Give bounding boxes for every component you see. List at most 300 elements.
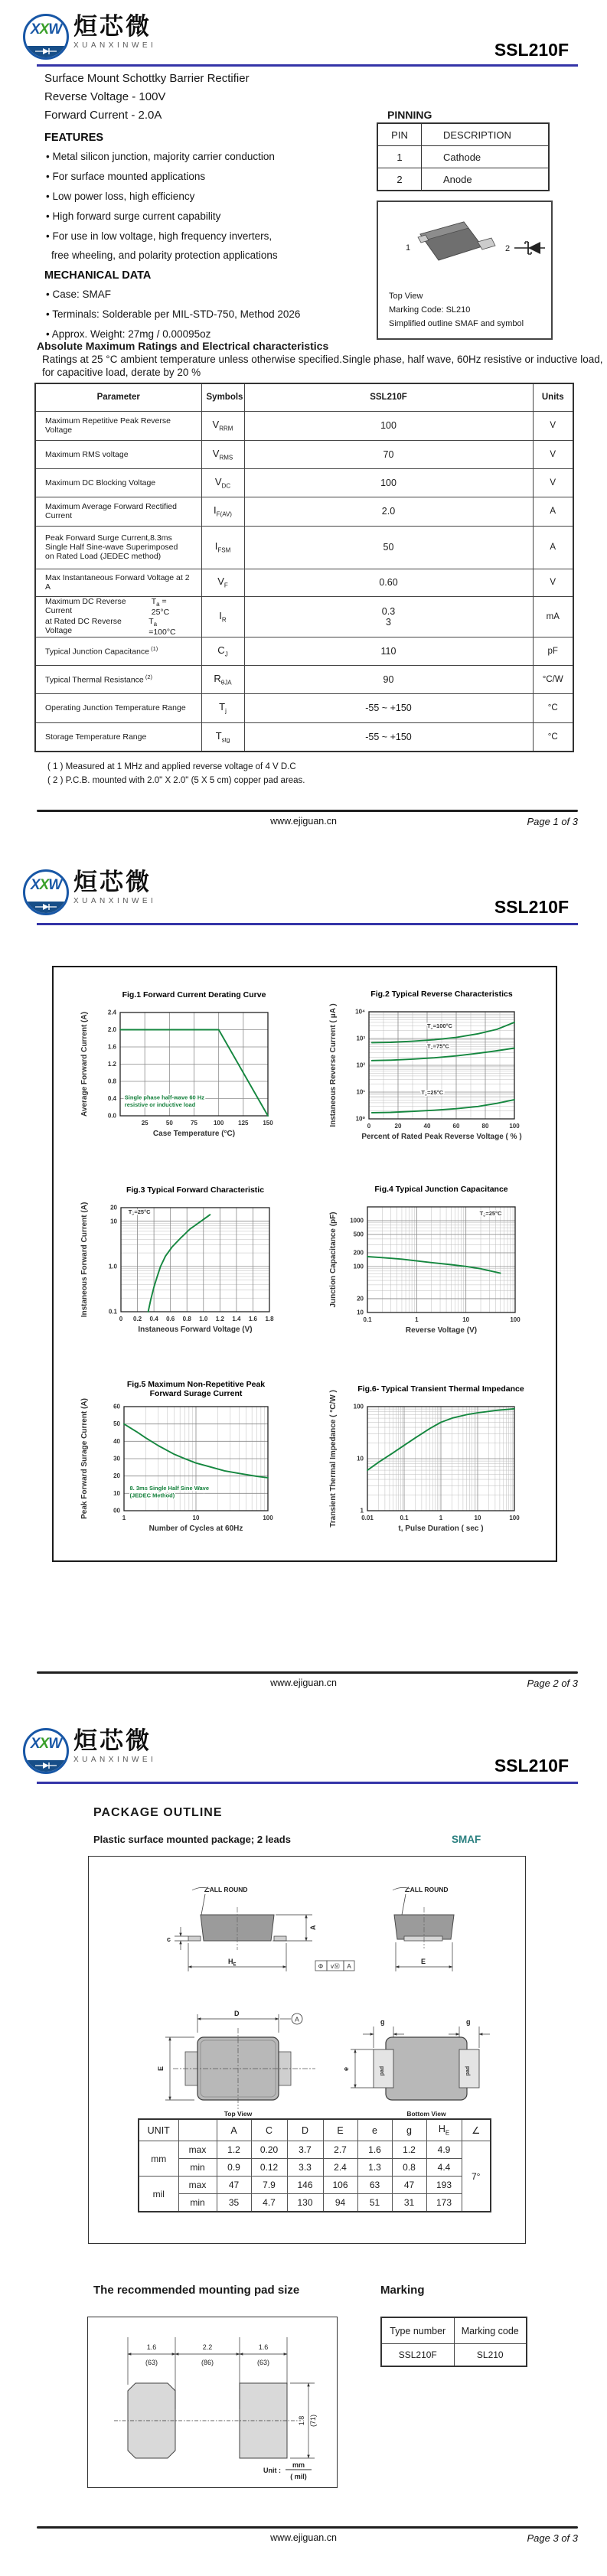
dim-header-cell: UNIT	[139, 2119, 178, 2141]
value-cell	[244, 637, 533, 665]
footer-page-number: Page 1 of 3	[527, 816, 578, 827]
svg-text:0.8: 0.8	[182, 1316, 191, 1322]
symbol-cell: $R_{\theta JA}$	[201, 665, 244, 693]
symbol-cell: $I_R$	[201, 596, 244, 637]
pinning-table	[377, 122, 550, 191]
svg-text:1.0: 1.0	[108, 1263, 117, 1270]
dim-a-label: A	[309, 1925, 317, 1930]
svg-text:Percent of Rated Peak Reverse: Percent of Rated Peak Reverse Voltage ( % )	[361, 1133, 522, 1141]
svg-text:1: 1	[439, 1515, 443, 1521]
value-cell	[244, 526, 533, 569]
chart-fig6-thermal-impedance	[325, 1372, 543, 1547]
unit-numerator: mm	[292, 2461, 305, 2469]
value-line: -55 ~ +150	[365, 731, 412, 742]
svg-text:TJ​=25°C: $T_J=25^\circ C$	[421, 1088, 444, 1097]
parameter-line: Max Instantaneous Forward Voltage at 2 A	[45, 573, 190, 592]
package-name: SMAF	[452, 1834, 481, 1845]
dim-value-cell: 7.9	[251, 2177, 287, 2194]
value-line: 0.3	[381, 605, 396, 617]
svg-text:0.1: 0.1	[108, 1308, 117, 1316]
svg-text:Number of Cycles at 60Hz: Number of Cycles at 60Hz	[148, 1524, 243, 1533]
pinning-cell: 2	[377, 168, 422, 191]
unit-cell: °C	[533, 693, 573, 722]
pinning-cell: Anode	[422, 168, 550, 191]
svg-text:100: 100	[263, 1515, 273, 1521]
marking-table	[380, 2317, 527, 2367]
table-row	[35, 468, 573, 497]
svg-text:0.1: 0.1	[400, 1515, 409, 1521]
parameter-cell	[35, 569, 201, 596]
note-line: ( 1 ) Measured at 1 MHz and applied reverse voltage of 4 V D.C	[47, 762, 296, 771]
table-row	[377, 123, 549, 146]
pad-height-mil: (71)	[309, 2414, 317, 2428]
dim-value-cell: 0.20	[251, 2141, 287, 2159]
pinning-cell: 1	[377, 146, 422, 168]
features-list	[46, 147, 367, 264]
pkg-caption-line: Simplified outline SMAF and symbol	[389, 319, 524, 328]
parameter-line: Typical Junction Capacitance $^{(1)}$	[45, 645, 158, 657]
pinning-title: PINNING	[387, 109, 432, 121]
dim-value-cell: 31	[392, 2194, 426, 2212]
logo-circle-icon	[23, 1728, 69, 1774]
svg-text:1: 1	[415, 1316, 419, 1323]
top-view-caption: Top View	[224, 2110, 253, 2118]
mounting-pad-title: The recommended mounting pad size	[93, 2284, 300, 2297]
dim-unit-cell: mil	[139, 2177, 178, 2212]
svg-text:10¹: 10¹	[356, 1088, 365, 1096]
pinning-header-cell: PIN	[377, 123, 422, 146]
unit-cell: V	[533, 468, 573, 497]
parameter-line: Maximum RMS voltage	[45, 449, 129, 459]
dim-value-cell: 4.9	[426, 2141, 462, 2159]
logo-letter: X	[30, 877, 40, 893]
svg-text:0.4: 0.4	[149, 1316, 158, 1322]
footer-site: www.ejiguan.cn	[270, 1678, 337, 1688]
description-line: Reverse Voltage - 100V	[44, 90, 166, 103]
unit-cell: A	[533, 497, 573, 526]
svg-text:150: 150	[263, 1120, 273, 1127]
dim-value-cell: 146	[287, 2177, 323, 2194]
package-outline-subtitle: Plastic surface mounted package; 2 leads	[93, 1834, 291, 1845]
svg-text:30: 30	[113, 1455, 120, 1462]
svg-text:0.2: 0.2	[132, 1316, 142, 1322]
diode-symbol-icon	[34, 1762, 57, 1769]
dim-value-cell: 173	[426, 2194, 462, 2212]
table-row	[139, 2177, 491, 2194]
logo-circle-icon	[23, 14, 69, 60]
table-row	[139, 2141, 491, 2159]
ratings-title: Absolute Maximum Ratings and Electrical characteristics	[37, 340, 329, 352]
dim-he-sub: E	[233, 1962, 237, 1968]
svg-text:125: 125	[238, 1120, 249, 1127]
table-row	[35, 665, 573, 693]
diode-symbol-icon	[34, 47, 57, 55]
footer-rule	[37, 810, 578, 812]
dim-he-label	[228, 1958, 237, 1968]
value-line: 0.60	[379, 577, 398, 588]
value-cell	[244, 596, 533, 637]
unit-cell: V	[533, 569, 573, 596]
package-view-box	[377, 201, 553, 340]
brand-name-en: XUANXINWEI	[73, 1756, 157, 1764]
brand-logo	[23, 1728, 156, 1774]
ratings-header-cell: Parameter	[35, 383, 201, 411]
svg-text:10⁴: 10⁴	[355, 1008, 365, 1016]
svg-text:200: 200	[353, 1249, 364, 1257]
pad-label: pad	[380, 2066, 385, 2076]
svg-text:1: 1	[122, 1515, 126, 1521]
value-line: 70	[383, 448, 394, 460]
svg-text:(JEDEC Method): (JEDEC Method)	[129, 1492, 175, 1499]
dim-header-cell	[178, 2119, 217, 2141]
svg-text:40: 40	[113, 1437, 120, 1445]
svg-text:Case Temperature (°C): Case Temperature (°C)	[152, 1130, 236, 1138]
svg-text:2.0: 2.0	[107, 1026, 116, 1033]
svg-text:0: 0	[367, 1123, 371, 1130]
svg-text:0.01: 0.01	[361, 1515, 374, 1521]
mounting-pad-box	[87, 2317, 338, 2488]
unit-cell: V	[533, 440, 573, 468]
parameter-line: Single Half Sine-wave Superimposed	[45, 543, 178, 552]
value-cell	[244, 497, 533, 526]
symbol-cell: $V_{RMS}$	[201, 440, 244, 468]
table-row	[35, 722, 573, 752]
svg-text:0.1: 0.1	[363, 1316, 372, 1323]
parameter-line: Operating Junction Temperature Range	[45, 703, 186, 713]
ratings-table	[34, 383, 574, 752]
pinning-cell: Cathode	[422, 146, 550, 168]
svg-text:8. 3ms Single Half Sine Wave: 8. 3ms Single Half Sine Wave	[129, 1484, 210, 1492]
unit-denominator: ( mil)	[290, 2473, 307, 2480]
marking-header-cell: Marking code	[454, 2317, 527, 2344]
dim-value-cell: 0.9	[217, 2159, 251, 2177]
unit-cell: mA	[533, 596, 573, 637]
dim-value-cell: 0.8	[392, 2159, 426, 2177]
symbol-cell: $T_{stg}$	[201, 722, 244, 752]
svg-text:40: 40	[423, 1123, 431, 1130]
value-line: 100	[380, 420, 397, 431]
all-round-label: ∠ALL ROUND	[404, 1886, 449, 1893]
footer-page-number: Page 2 of 3	[527, 1678, 578, 1689]
parameter-line: on Rated Load (JEDEC method)	[45, 552, 162, 561]
svg-text:100: 100	[213, 1120, 224, 1127]
page-title: SSL210F	[494, 1756, 569, 1775]
dim-g-label: g	[380, 2018, 385, 2026]
dim-value-cell: 63	[357, 2177, 392, 2194]
svg-text:100: 100	[353, 1403, 364, 1410]
pad-dim-mil: (63)	[145, 2359, 158, 2366]
logo-diode-band	[25, 902, 67, 913]
symbol-cell: $I_{F(AV)}$	[201, 497, 244, 526]
table-row	[35, 693, 573, 722]
parameter-cell	[35, 693, 201, 722]
logo-letter: W	[48, 1736, 62, 1752]
svg-text:resistive or inductive load: resistive or inductive load	[124, 1101, 196, 1108]
value-cell	[244, 665, 533, 693]
parameter-cell	[35, 468, 201, 497]
chart-fig2-reverse-characteristics	[325, 982, 543, 1153]
pad-dim-mm: 2.2	[202, 2343, 213, 2351]
dim-value-cell: 94	[323, 2194, 357, 2212]
dim-value-cell: 4.7	[251, 2194, 287, 2212]
table-row	[139, 2119, 491, 2141]
value-line: 100	[380, 477, 397, 488]
svg-text:100: 100	[510, 1316, 521, 1323]
svg-text:Instaneous Reverse Current ( μ: Instaneous Reverse Current ( μA )	[329, 1003, 338, 1127]
parameter-cell	[35, 411, 201, 440]
svg-text:Fig.1 Forward Current Deratin: Fig.1 Forward Current Derating Curve	[122, 990, 266, 999]
dim-value-cell: 35	[217, 2194, 251, 2212]
bottom-view-caption: Bottom View	[406, 2110, 446, 2118]
svg-text:1000: 1000	[350, 1217, 364, 1224]
schottky-symbol-icon	[514, 242, 545, 254]
unit-cell: °C/W	[533, 665, 573, 693]
dim-header-cell: A	[217, 2119, 251, 2141]
logo-letter: X	[39, 21, 49, 37]
unit-legend	[263, 2461, 312, 2480]
ratings-subtitle: for capacitive load, derate by 20 %	[42, 367, 201, 378]
dim-value-cell: 2.7	[323, 2141, 357, 2159]
dim-bound-cell: min	[178, 2194, 217, 2212]
svg-text:Transient Thermal Impedance (: Transient Thermal Impedance ( °C/W )	[329, 1390, 338, 1528]
footer-page-number: Page 3 of 3	[527, 2532, 578, 2544]
dim-value-cell: 106	[323, 2177, 357, 2194]
ratings-notes	[47, 760, 305, 787]
svg-text:10: 10	[192, 1515, 200, 1521]
chart-fig4-junction-capacitance	[325, 1177, 543, 1345]
value-cell	[244, 693, 533, 722]
package-outline-title: PACKAGE OUTLINE	[93, 1806, 223, 1819]
dim-he-base: H	[228, 1958, 233, 1965]
footer-rule	[37, 1671, 578, 1674]
pad-dim-mil: (63)	[256, 2359, 270, 2366]
table-row	[35, 526, 573, 569]
ratings-header-cell: Units	[533, 383, 573, 411]
svg-text:TJ​=25°C: $T_J=25^\circ C$	[479, 1210, 502, 1218]
marking-header-cell: Type number	[381, 2317, 454, 2344]
logo-letter: X	[30, 1736, 40, 1752]
svg-text:t, Pulse Duration ( sec ): t, Pulse Duration ( sec )	[398, 1524, 484, 1533]
svg-text:20: 20	[110, 1204, 117, 1211]
svg-text:1.2: 1.2	[215, 1316, 224, 1322]
svg-text:1.6: 1.6	[107, 1043, 116, 1051]
dim-header-cell: ∠	[462, 2119, 491, 2141]
table-row	[35, 411, 573, 440]
symbol-cell: $V_{DC}$	[201, 468, 244, 497]
dim-header-cell: E	[323, 2119, 357, 2141]
unit-cell: V	[533, 411, 573, 440]
logo-letter: X	[30, 21, 40, 37]
value-line: 110	[380, 645, 397, 657]
ratings-subtitle: Ratings at 25 °C ambient temperature unless otherwise specified.Single phase, half wave, 60Hz resistive or inductive load,	[42, 354, 603, 365]
value-line: 3	[386, 616, 391, 628]
pkg-caption-line: Top View	[389, 292, 423, 301]
pad-label: pad	[465, 2066, 471, 2076]
parameter-line: Maximum DC Reverse Current $T_a = 25^\circ C$	[45, 596, 170, 617]
logo-letter: W	[48, 877, 62, 893]
mechanical-data-list	[46, 285, 367, 344]
symbol-cell: $C_J$	[201, 637, 244, 665]
dimension-table	[138, 2118, 491, 2212]
svg-text:Fig.3 Typical Forward Charact: Fig.3 Typical Forward Characteristic	[126, 1185, 265, 1195]
svg-text:20: 20	[394, 1123, 402, 1130]
svg-text:Average Forward Current (A): Average Forward Current (A)	[80, 1012, 89, 1117]
value-line: 90	[383, 673, 394, 685]
svg-text:TJ​=25°C: $T_J=25^\circ C$	[128, 1208, 151, 1217]
svg-text:00: 00	[113, 1507, 120, 1515]
table-row	[381, 2344, 527, 2367]
value-cell	[244, 569, 533, 596]
svg-text:80: 80	[481, 1123, 489, 1130]
dim-value-cell: 47	[217, 2177, 251, 2194]
dim-value-cell: 3.7	[287, 2141, 323, 2159]
table-row	[35, 440, 573, 468]
fcf-cell: Φ	[318, 1963, 324, 1970]
chart-fig5-surge-current	[77, 1372, 291, 1547]
svg-text:10: 10	[113, 1489, 120, 1497]
svg-text:1.2: 1.2	[107, 1061, 116, 1068]
table-row	[35, 383, 573, 411]
svg-text:Forward Surage Current: Forward Surage Current	[149, 1389, 243, 1398]
brand-logo	[23, 14, 156, 60]
ratings-header-cell: Symbols	[201, 383, 244, 411]
svg-text:Fig.4 Typical Junction Capaci: Fig.4 Typical Junction Capacitance	[374, 1185, 508, 1194]
pad-dim-mm: 1.6	[146, 2343, 157, 2351]
dim-bound-cell: max	[178, 2141, 217, 2159]
parameter-cell	[35, 596, 201, 637]
svg-text:10⁰: 10⁰	[355, 1115, 365, 1123]
brand-name-cn: 烜芯微	[73, 1727, 152, 1754]
svg-text:1.4: 1.4	[232, 1316, 241, 1322]
svg-text:10: 10	[357, 1309, 364, 1316]
symbol-cell: $V_F$	[201, 569, 244, 596]
header-rule	[37, 923, 578, 925]
parameter-cell	[35, 665, 201, 693]
svg-text:Fig.2 Typical Reverse Charact: Fig.2 Typical Reverse Characteristics	[370, 990, 513, 999]
dim-value-cell: 3.3	[287, 2159, 323, 2177]
table-row	[139, 2194, 491, 2212]
logo-letter: X	[39, 877, 49, 893]
unit-prefix: Unit :	[263, 2467, 281, 2474]
svg-text:100: 100	[353, 1263, 364, 1270]
diode-symbol-icon	[34, 903, 57, 911]
dim-value-cell: 1.2	[392, 2141, 426, 2159]
bullet-item: • High forward surge current capability	[46, 210, 221, 222]
logo-diode-band	[25, 1760, 67, 1772]
bullet-item: • Case: SMAF	[46, 289, 111, 300]
parameter-cell	[35, 722, 201, 752]
svg-text:Fig.5 Maximum Non-Repetitive: Fig.5 Maximum Non-Repetitive Peak	[126, 1380, 266, 1389]
svg-text:10: 10	[110, 1218, 117, 1225]
footer-site: www.ejiguan.cn	[270, 2532, 337, 2543]
footer-site: www.ejiguan.cn	[270, 816, 337, 827]
marking-title: Marking	[380, 2284, 425, 2297]
dim-header-cell: D	[287, 2119, 323, 2141]
table-row	[377, 168, 549, 191]
bullet-item: • For use in low voltage, high frequency inverters, free wheeling, and polarity protection applications	[46, 227, 367, 264]
bullet-item: • Terminals: Solderable per MIL-STD-750, Method 2026	[46, 308, 301, 320]
dim-value-cell: 2.4	[323, 2159, 357, 2177]
marking-cell: SSL210F	[381, 2344, 454, 2367]
mounting-pad-drawing	[88, 2317, 335, 2485]
brand-name-en: XUANXINWEI	[73, 897, 157, 905]
svg-text:10: 10	[474, 1515, 481, 1521]
dim-e-upper-label: E	[421, 1958, 426, 1965]
pin2-label: 2	[505, 244, 511, 253]
parameter-line: Typical Thermal Resistance $^{(2)}$	[45, 673, 153, 685]
dim-value-cell: 51	[357, 2194, 392, 2212]
dim-value-cell: 1.3	[357, 2159, 392, 2177]
table-row	[35, 569, 573, 596]
pad-dim-mm: 1.6	[258, 2343, 269, 2351]
table-row	[377, 146, 549, 168]
brand-name-en: XUANXINWEI	[73, 41, 157, 50]
svg-text:50: 50	[165, 1120, 173, 1127]
dim-unit-cell: mm	[139, 2141, 178, 2177]
page-title: SSL210F	[494, 897, 569, 917]
dim-header-cell: g	[392, 2119, 426, 2141]
logo-circle-icon	[23, 869, 69, 915]
fcf-cell: vⓂ	[331, 1963, 340, 1970]
logo-diode-band	[25, 46, 67, 57]
dim-header-cell: $H_E$	[426, 2119, 462, 2141]
dim-value-cell: 4.4	[426, 2159, 462, 2177]
parameter-line: Maximum Average Forward Rectified Current	[45, 502, 177, 520]
svg-text:1.6: 1.6	[248, 1316, 258, 1322]
value-line: 2.0	[381, 506, 396, 517]
value-line: 50	[383, 542, 394, 553]
dim-value-cell: 0.12	[251, 2159, 287, 2177]
table-row	[35, 637, 573, 665]
svg-text:20: 20	[113, 1472, 120, 1480]
svg-text:10: 10	[357, 1455, 364, 1462]
parameter-cell	[35, 497, 201, 526]
value-cell	[244, 468, 533, 497]
dim-value-cell: 47	[392, 2177, 426, 2194]
svg-text:2.4: 2.4	[107, 1009, 116, 1016]
pkg-caption-line: Marking Code: SL210	[389, 305, 471, 315]
svg-text:Peak Forward Surage Current (A: Peak Forward Surage Current (A)	[80, 1398, 89, 1519]
dim-bound-cell: min	[178, 2159, 217, 2177]
footer-rule	[37, 2526, 578, 2529]
bullet-item: • Metal silicon junction, majority carrier conduction	[46, 151, 275, 162]
parameter-line: at Rated DC Reverse Voltage $T_a =100^\circ C$	[45, 616, 176, 637]
description-line: Forward Current - 2.0A	[44, 109, 162, 122]
header-rule	[37, 1782, 578, 1784]
svg-text:1.0: 1.0	[199, 1316, 208, 1322]
parameter-cell	[35, 440, 201, 468]
brand-name-cn: 烜芯微	[73, 869, 152, 895]
svg-text:Instaneous Forward Current (A): Instaneous Forward Current (A)	[80, 1202, 89, 1318]
features-title: FEATURES	[44, 132, 104, 144]
pinning-header-cell: DESCRIPTION	[422, 123, 550, 146]
svg-text:10: 10	[462, 1316, 470, 1323]
symbol-cell: $I_{FSM}$	[201, 526, 244, 569]
svg-text:0.0: 0.0	[107, 1112, 116, 1120]
svg-text:20: 20	[357, 1295, 364, 1303]
svg-text:100: 100	[509, 1123, 520, 1130]
all-round-label: ∠ALL ROUND	[204, 1886, 248, 1893]
pad-dim-mil: (86)	[201, 2359, 214, 2366]
fcf-cell: A	[347, 1963, 351, 1970]
dim-e-left-label: E	[157, 2066, 165, 2071]
bullet-item: • Approx. Weight: 27mg / 0.00095oz	[46, 328, 211, 340]
dim-header-cell: e	[357, 2119, 392, 2141]
parameter-cell	[35, 526, 201, 569]
value-cell	[244, 411, 533, 440]
symbol-cell: $V_{RRM}$	[201, 411, 244, 440]
table-row	[35, 497, 573, 526]
